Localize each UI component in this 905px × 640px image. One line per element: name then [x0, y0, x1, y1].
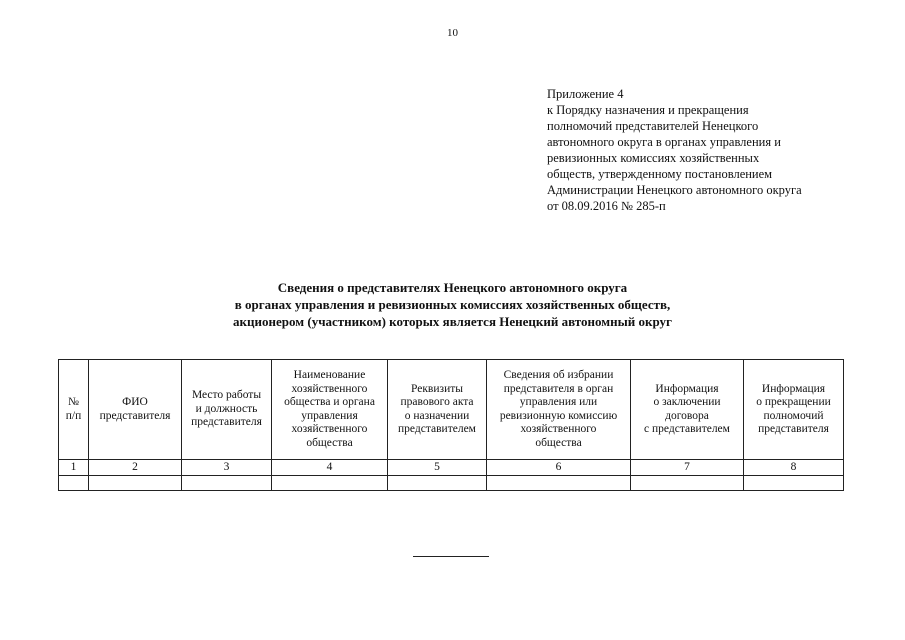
header-text-line: Место работы — [191, 389, 262, 402]
empty-cell — [272, 476, 388, 491]
column-number-row — [59, 460, 844, 476]
document-title — [0, 279, 905, 330]
header-text-line: хозяйственного — [291, 382, 368, 395]
header-cell — [631, 360, 744, 460]
annex-line: обществ, утвержденному постановлением — [547, 167, 773, 181]
column-number-cell: 3 — [182, 460, 272, 476]
header-text-line: общества и органа — [284, 396, 375, 408]
annex-block — [547, 86, 867, 214]
header-text-line: общества — [306, 436, 353, 449]
header-text-line: Наименование — [293, 369, 366, 381]
empty-cell — [631, 476, 744, 491]
title-line: в органах управления и ревизионных комиссиях хозяйственных обществ, — [234, 297, 671, 312]
header-text-line: Информация — [655, 382, 719, 395]
page-number: 10 — [447, 27, 458, 39]
annex-line: к Порядку назначения и прекращения — [547, 103, 749, 117]
header-text-line: ФИО — [122, 396, 148, 408]
table-row — [59, 476, 844, 491]
header-cell — [388, 360, 487, 460]
header-text-line: № — [68, 396, 79, 408]
header-text-line: ревизионную комиссию — [499, 409, 618, 422]
header-text-line: полномочий — [763, 409, 824, 422]
header-text-line: договора — [665, 409, 709, 422]
header-text-line: хозяйственного — [291, 423, 368, 435]
column-number-cell: 6 — [487, 460, 631, 476]
header-text-line: и должность — [195, 402, 258, 415]
header-text-line: Сведения об избрании — [503, 369, 614, 381]
header-cell — [487, 360, 631, 460]
empty-cell — [59, 476, 89, 491]
header-text-line: представителя — [191, 416, 262, 429]
empty-cell — [487, 476, 631, 491]
title-line: акционером (участником) которых является Ненецкий автономный округ — [233, 314, 672, 329]
title-line: Сведения о представителях Ненецкого автономного округа — [277, 280, 628, 295]
header-cell — [744, 360, 844, 460]
annex-line: от 08.09.2016 № 285-п — [547, 199, 666, 213]
annex-line: Администрации Ненецкого автономного округа — [547, 183, 802, 197]
header-cell — [89, 360, 182, 460]
header-text-line: общества — [535, 436, 582, 449]
column-number-cell: 2 — [89, 460, 182, 476]
empty-cell — [182, 476, 272, 491]
header-text-line: о назначении — [404, 409, 470, 422]
header-text-line: представителя — [758, 423, 829, 435]
header-text-line: с представителем — [644, 423, 730, 435]
column-number-cell: 4 — [272, 460, 388, 476]
empty-cell — [744, 476, 844, 491]
header-cell — [59, 360, 89, 460]
annex-line: ревизионных комиссиях хозяйственных — [547, 151, 760, 165]
header-cell — [272, 360, 388, 460]
header-text-line: хозяйственного — [520, 423, 597, 435]
header-text-line: о заключении — [653, 396, 721, 408]
annex-line: полномочий представителей Ненецкого — [547, 119, 759, 133]
column-number-cell: 7 — [631, 460, 744, 476]
closing-divider — [413, 556, 489, 557]
empty-cell — [89, 476, 182, 491]
header-cell — [182, 360, 272, 460]
header-text-line: п/п — [65, 409, 82, 422]
empty-cell — [388, 476, 487, 491]
header-text-line: управления или — [519, 396, 598, 408]
header-text-line: правового акта — [400, 396, 474, 408]
header-text-line: Информация — [761, 382, 826, 395]
header-text-line: Реквизиты — [411, 382, 463, 395]
annex-line: автономного округа в органах управления и — [547, 135, 781, 149]
header-text-line: представителем — [398, 423, 476, 435]
header-text-line: управления — [301, 409, 358, 422]
column-number-cell: 1 — [59, 460, 89, 476]
header-text-line: о прекращении — [756, 396, 831, 408]
header-text-line: представителя — [99, 409, 171, 422]
column-number-cell: 8 — [744, 460, 844, 476]
column-number-cell: 5 — [388, 460, 487, 476]
annex-line: Приложение 4 — [547, 87, 624, 101]
header-text-line: представителя в орган — [503, 382, 614, 395]
table-header-row — [59, 360, 844, 460]
representatives-table — [58, 359, 844, 491]
